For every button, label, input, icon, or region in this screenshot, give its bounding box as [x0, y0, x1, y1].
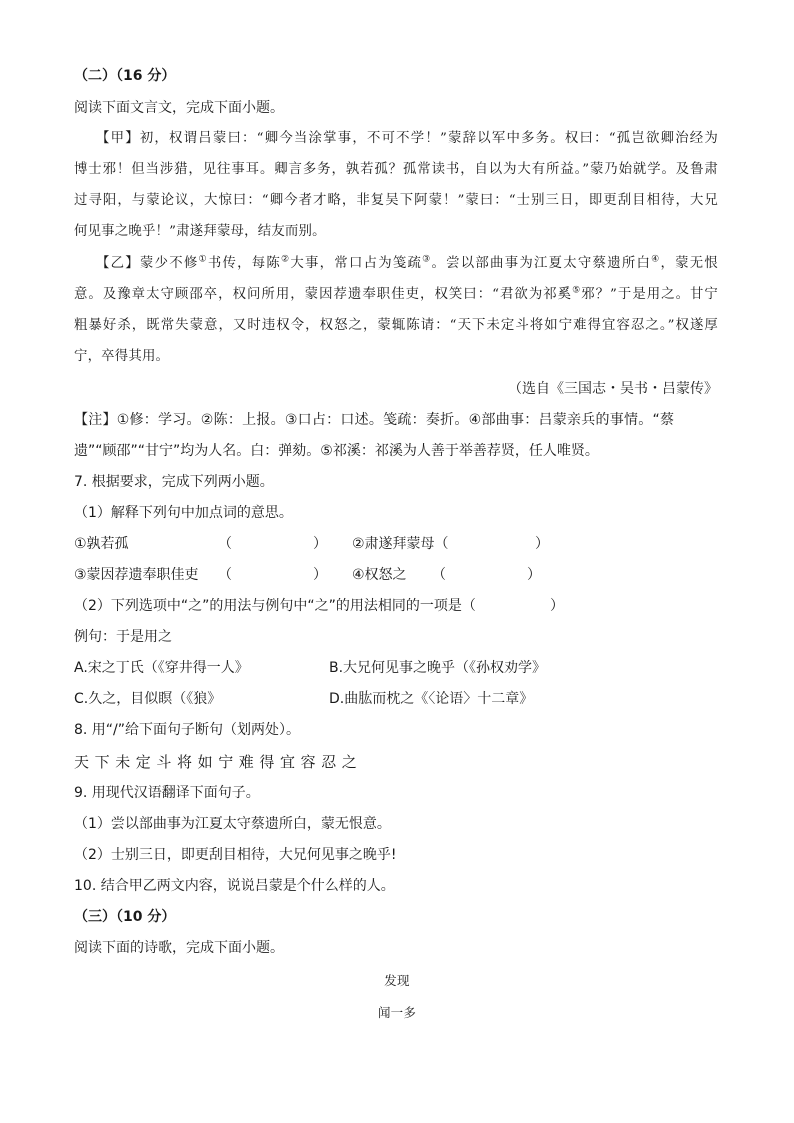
q7-item-4-close-paren: ） — [527, 567, 541, 583]
passage-jia-line-1: 【甲】初，权谓吕蒙曰：“卿今当涂掌事，不可不学！”蒙辞以军中多务。权曰：“孤岂欲卿治经为 — [96, 131, 718, 146]
passage-jia-line-2: 博士邪！但当涉猎，见往事耳。卿言多务，孰若孤？孤常读书，自以为大有所益。”蒙乃始就学。及鲁肃 — [74, 162, 718, 177]
q7-item-1-close-paren: ） — [313, 536, 327, 552]
q7-item-2: ②肃遂拜蒙母（ — [352, 536, 449, 552]
option-b: B.大兄何见事之晚乎（《孙权劝学》 — [329, 660, 547, 676]
option-a: A.宋之丁氏（《穿井得一人》 — [74, 660, 249, 676]
q7-item-4: ④权怒之 — [352, 567, 407, 583]
section-2-heading: （二）（16 分） — [74, 68, 176, 84]
q7-item-1: ①孰若孤 — [74, 536, 129, 552]
q7-item-4-open-paren: （ — [432, 567, 446, 583]
poem-title: 发现 — [384, 973, 410, 988]
question-9-stem: 9. 用现代汉语翻译下面句子。 — [74, 785, 260, 801]
question-9-sentence-1: （1）尝以部曲事为江夏太守蔡遗所白，蒙无恨意。 — [74, 816, 391, 832]
question-7-stem: 7. 根据要求，完成下列两小题。 — [74, 474, 274, 490]
poem-author: 闻一多 — [377, 1005, 417, 1020]
passage-yi-line-4: 宁，卒得其用。 — [74, 349, 170, 364]
passage-yi-line-1: 【乙】蒙少不修①书传，每陈②大事，常口占为笺疏③。尝以部曲事为江夏太守蔡遗所白④，蒙无恨 — [96, 254, 718, 271]
question-7-2-close-paren: ） — [550, 598, 564, 614]
question-7-1-prompt: （1）解释下列句中加点词的意思。 — [74, 505, 293, 521]
question-7-2-prompt: （2）下列选项中“之”的用法与例句中“之”的用法相同的一项是（ — [74, 598, 476, 614]
question-9-sentence-2: （2）士别三日，即更刮目相待，大兄何见事之晚乎! — [74, 847, 397, 863]
question-7-2-example: 例句：于是用之 — [74, 629, 172, 645]
q7-item-3: ③蒙因荐遗奉职佳吏 — [74, 567, 199, 583]
passage-jia-line-3: 过寻阳，与蒙论议，大惊曰：“卿今者才略，非复吴下阿蒙！”蒙曰：“士别三日，即更刮目相待，大兄 — [74, 193, 718, 208]
passage-jia-line-4: 何见事之晚乎！”肃遂拜蒙母，结友而别。 — [74, 224, 326, 239]
q7-item-2-close-paren: ） — [535, 536, 549, 552]
section-2-instruction: 阅读下面文言文，完成下面小题。 — [74, 100, 284, 116]
question-8-sentence: 天下未定斗将如宁难得宜容忍之 — [74, 753, 363, 771]
section-3-heading: （三）（10 分） — [74, 909, 176, 925]
section-3-instruction: 阅读下面的诗歌，完成下面小题。 — [74, 940, 284, 956]
notes-line-1: 【注】①修：学习。②陈：上报。③口占：口述。笺疏：奏折。④部曲事：吕蒙亲兵的事情。“蔡 — [74, 412, 674, 428]
option-d: D.曲肱而枕之《〈论语〉十二章》 — [329, 691, 534, 707]
q7-item-3-close-paren: ） — [313, 567, 327, 583]
passage-yi-line-2: 意。及豫章太守顾邵卒，权问所用，蒙因荐遗奉职佳吏，权笑曰：“君欲为祁奚⑤邪？”于是用之。甘宁 — [74, 285, 718, 302]
q7-item-1-open-paren: （ — [218, 536, 232, 552]
question-10-stem: 10. 结合甲乙两文内容，说说吕蒙是个什么样的人。 — [74, 878, 395, 894]
notes-line-2: 遗”“顾邵”“甘宁”均为人名。白：弹劾。⑤祁溪：祁溪为人善于举善荐贤，任人唯贤。 — [74, 443, 599, 459]
option-c: C.久之，目似瞑（《狼》 — [74, 691, 222, 707]
q7-item-3-open-paren: （ — [218, 567, 232, 583]
question-8-stem: 8. 用“/”给下面句子断句（划两处）。 — [74, 722, 301, 738]
passage-yi-line-3: 粗暴好杀，既常失蒙意，又时违权令，权怒之，蒙辄陈请：“天下未定斗将如宁难得宜容忍之。”权遂厚 — [74, 318, 718, 333]
passage-source: （选自《三国志・吴书・吕蒙传》 — [508, 381, 718, 397]
